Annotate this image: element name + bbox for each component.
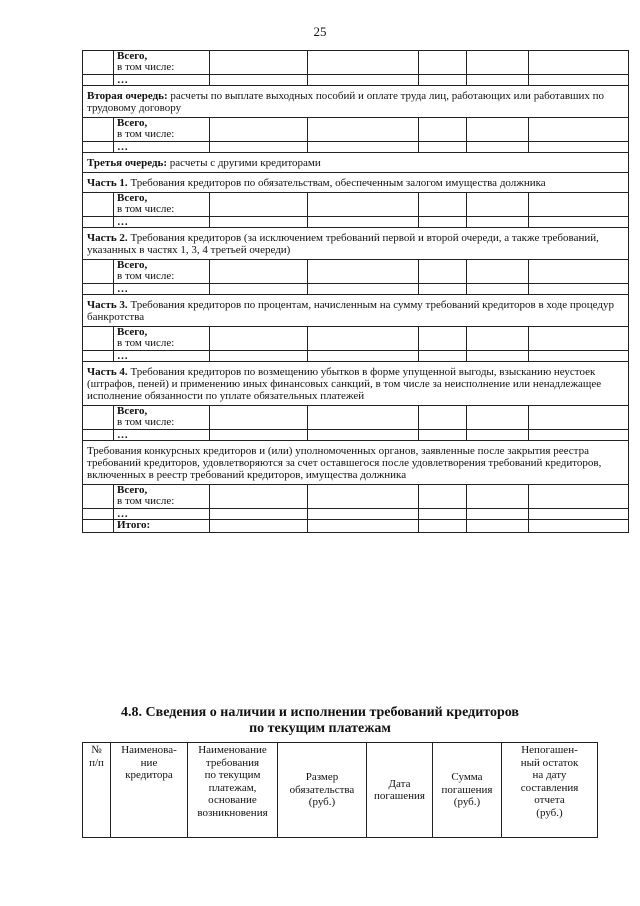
empty-cell: [83, 430, 114, 441]
empty-cell: [467, 51, 529, 75]
empty-cell: [529, 118, 629, 142]
part-3-heading: [83, 295, 629, 327]
empty-cell: [308, 406, 419, 430]
empty-cell: [210, 260, 308, 284]
empty-cell: [467, 284, 529, 295]
ellipsis-label: …: [114, 284, 210, 295]
second-priority-bold: Вторая очередь:: [87, 90, 168, 102]
column-header-repayment-date: Дата погашения: [367, 743, 433, 838]
grand-total-label: Итого:: [114, 520, 210, 533]
ellipsis-row: [83, 217, 629, 228]
including-label: в том числе:: [117, 416, 175, 428]
late-claims-text: Требования конкурсных кредиторов и (или) уполномоченных органов, заявленные после закрытия реестра требований кредиторов, удовлетворяются за счет оставшегося после удовлетворения требований кредиторов, включенных в реестр требований кредиторов, имущества должника: [87, 445, 602, 481]
empty-cell: [308, 75, 419, 86]
empty-cell: [467, 142, 529, 153]
empty-cell: [467, 430, 529, 441]
empty-cell: [210, 142, 308, 153]
empty-cell: [210, 217, 308, 228]
empty-cell: [529, 75, 629, 86]
empty-cell: [419, 260, 467, 284]
total-label: [114, 260, 210, 284]
empty-cell: [308, 193, 419, 217]
part-4-row: [83, 362, 629, 406]
empty-cell: [419, 51, 467, 75]
empty-cell: [83, 193, 114, 217]
vsego-label: Всего,: [117, 484, 148, 496]
empty-cell: [210, 406, 308, 430]
total-row: [83, 118, 629, 142]
total-label: [114, 327, 210, 351]
empty-cell: [83, 520, 114, 533]
part-4-text: Требования кредиторов по возмещению убытков в форме упущенной выгоды, взысканию неустоек (штрафов, пеней) и применению иных финансовых санкций, в том числе за неисполнение или ненадлежащее исполнение обязанности по уплате обязательных платежей: [87, 366, 602, 402]
empty-cell: [83, 142, 114, 153]
third-priority-heading: [83, 153, 629, 173]
creditor-claims-register-table: [82, 50, 629, 533]
empty-cell: [419, 351, 467, 362]
empty-cell: [308, 327, 419, 351]
empty-cell: [83, 406, 114, 430]
third-priority-row: [83, 153, 629, 173]
empty-cell: [308, 430, 419, 441]
empty-cell: [83, 327, 114, 351]
section-heading-line-1: 4.8. Сведения о наличии и исполнении требований кредиторов: [121, 705, 519, 720]
part-2-row: [83, 228, 629, 260]
column-header-outstanding-balance: Непогашен- ный остаток на дату составления отчета (руб.): [502, 743, 598, 838]
empty-cell: [83, 118, 114, 142]
vsego-label: Всего,: [117, 192, 148, 204]
part-1-bold: Часть 1.: [87, 177, 128, 189]
ellipsis-row: [83, 351, 629, 362]
section-heading-4-8: [0, 705, 640, 737]
total-row: [83, 193, 629, 217]
empty-cell: [529, 284, 629, 295]
vsego-label: Всего,: [117, 326, 148, 338]
ellipsis-label: …: [114, 142, 210, 153]
ellipsis-row: [83, 75, 629, 86]
total-label: [114, 51, 210, 75]
empty-cell: [529, 520, 629, 533]
empty-cell: [308, 51, 419, 75]
part-4-heading: [83, 362, 629, 406]
empty-cell: [467, 327, 529, 351]
including-label: в том числе:: [117, 61, 175, 73]
second-priority-text: расчеты по выплате выходных пособий и оплате труда лиц, работающих или работавших по трудовому договору: [87, 90, 605, 114]
empty-cell: [419, 520, 467, 533]
empty-cell: [419, 193, 467, 217]
third-priority-text: расчеты с другими кредиторами: [167, 157, 321, 169]
empty-cell: [467, 485, 529, 509]
empty-cell: [83, 485, 114, 509]
column-header-number: № п/п: [83, 743, 111, 838]
empty-cell: [419, 75, 467, 86]
empty-cell: [210, 520, 308, 533]
empty-cell: [419, 406, 467, 430]
empty-cell: [308, 485, 419, 509]
total-label: [114, 485, 210, 509]
empty-cell: [529, 51, 629, 75]
ellipsis-row: [83, 430, 629, 441]
empty-cell: [210, 118, 308, 142]
empty-cell: [210, 430, 308, 441]
empty-cell: [467, 193, 529, 217]
including-label: в том числе:: [117, 203, 175, 215]
third-priority-bold: Третья очередь:: [87, 157, 168, 169]
empty-cell: [467, 406, 529, 430]
empty-cell: [529, 193, 629, 217]
empty-cell: [83, 51, 114, 75]
total-label: [114, 118, 210, 142]
empty-cell: [308, 260, 419, 284]
part-3-bold: Часть 3.: [87, 299, 128, 311]
ellipsis-label: …: [114, 351, 210, 362]
including-label: в том числе:: [117, 270, 175, 282]
empty-cell: [210, 284, 308, 295]
empty-cell: [308, 520, 419, 533]
empty-cell: [419, 118, 467, 142]
late-claims-row: [83, 441, 629, 485]
empty-cell: [83, 75, 114, 86]
ellipsis-label: …: [114, 75, 210, 86]
ellipsis-label: …: [114, 509, 210, 520]
empty-cell: [419, 509, 467, 520]
empty-cell: [419, 217, 467, 228]
empty-cell: [308, 509, 419, 520]
current-payments-header-row: [83, 743, 598, 838]
column-header-claim-name: Наименование требования по текущим платежам, основание возникновения: [188, 743, 278, 838]
column-header-obligation-amount: Размер обязательства (руб.): [278, 743, 367, 838]
part-2-text: Требования кредиторов (за исключением требований первой и второй очереди, а также требований, указанных в частях 1, 3, 4 третьей очереди): [87, 232, 599, 256]
total-row: [83, 485, 629, 509]
column-header-repayment-amount: Сумма погашения (руб.): [433, 743, 502, 838]
empty-cell: [529, 351, 629, 362]
empty-cell: [529, 509, 629, 520]
empty-cell: [467, 118, 529, 142]
part-1-heading: [83, 173, 629, 193]
part-2-heading: [83, 228, 629, 260]
empty-cell: [419, 142, 467, 153]
empty-cell: [83, 351, 114, 362]
total-row: [83, 327, 629, 351]
empty-cell: [83, 509, 114, 520]
empty-cell: [83, 260, 114, 284]
total-row: [83, 406, 629, 430]
empty-cell: [529, 217, 629, 228]
empty-cell: [419, 284, 467, 295]
empty-cell: [529, 260, 629, 284]
empty-cell: [210, 509, 308, 520]
empty-cell: [529, 430, 629, 441]
empty-cell: [467, 351, 529, 362]
empty-cell: [210, 75, 308, 86]
ellipsis-row: [83, 284, 629, 295]
empty-cell: [419, 430, 467, 441]
vsego-label: Всего,: [117, 117, 148, 129]
empty-cell: [210, 193, 308, 217]
empty-cell: [308, 118, 419, 142]
vsego-label: Всего,: [117, 50, 148, 62]
ellipsis-row: [83, 142, 629, 153]
empty-cell: [308, 284, 419, 295]
empty-cell: [210, 485, 308, 509]
empty-cell: [467, 509, 529, 520]
including-label: в том числе:: [117, 337, 175, 349]
including-label: в том числе:: [117, 495, 175, 507]
total-row: [83, 260, 629, 284]
empty-cell: [529, 406, 629, 430]
current-payments-table: [82, 742, 598, 838]
late-claims-heading: [83, 441, 629, 485]
empty-cell: [467, 75, 529, 86]
part-1-row: [83, 173, 629, 193]
total-label: [114, 193, 210, 217]
including-label: в том числе:: [117, 128, 175, 140]
part-3-text: Требования кредиторов по процентам, начисленным на сумму требований кредиторов в ходе процедур банкротства: [87, 299, 615, 323]
second-priority-row: [83, 86, 629, 118]
part-4-bold: Часть 4.: [87, 366, 128, 378]
part-3-row: [83, 295, 629, 327]
empty-cell: [308, 142, 419, 153]
empty-cell: [529, 327, 629, 351]
empty-cell: [210, 327, 308, 351]
vsego-label: Всего,: [117, 405, 148, 417]
empty-cell: [83, 284, 114, 295]
empty-cell: [210, 51, 308, 75]
second-priority-heading: [83, 86, 629, 118]
grand-total-row: [83, 520, 629, 533]
empty-cell: [308, 351, 419, 362]
empty-cell: [529, 142, 629, 153]
total-row: [83, 51, 629, 75]
ellipsis-label: …: [114, 217, 210, 228]
empty-cell: [467, 260, 529, 284]
ellipsis-label: …: [114, 430, 210, 441]
empty-cell: [308, 217, 419, 228]
empty-cell: [529, 485, 629, 509]
ellipsis-row: [83, 509, 629, 520]
section-heading-line-2: по текущим платежам: [249, 721, 391, 736]
part-1-text: Требования кредиторов по обязательствам, обеспеченным залогом имущества должника: [127, 177, 546, 189]
column-header-creditor-name: Наименова- ние кредитора: [111, 743, 188, 838]
empty-cell: [467, 217, 529, 228]
vsego-label: Всего,: [117, 259, 148, 271]
empty-cell: [83, 217, 114, 228]
part-2-bold: Часть 2.: [87, 232, 128, 244]
empty-cell: [419, 327, 467, 351]
total-label: [114, 406, 210, 430]
empty-cell: [419, 485, 467, 509]
page-number: 25: [313, 24, 327, 39]
empty-cell: [467, 520, 529, 533]
empty-cell: [210, 351, 308, 362]
